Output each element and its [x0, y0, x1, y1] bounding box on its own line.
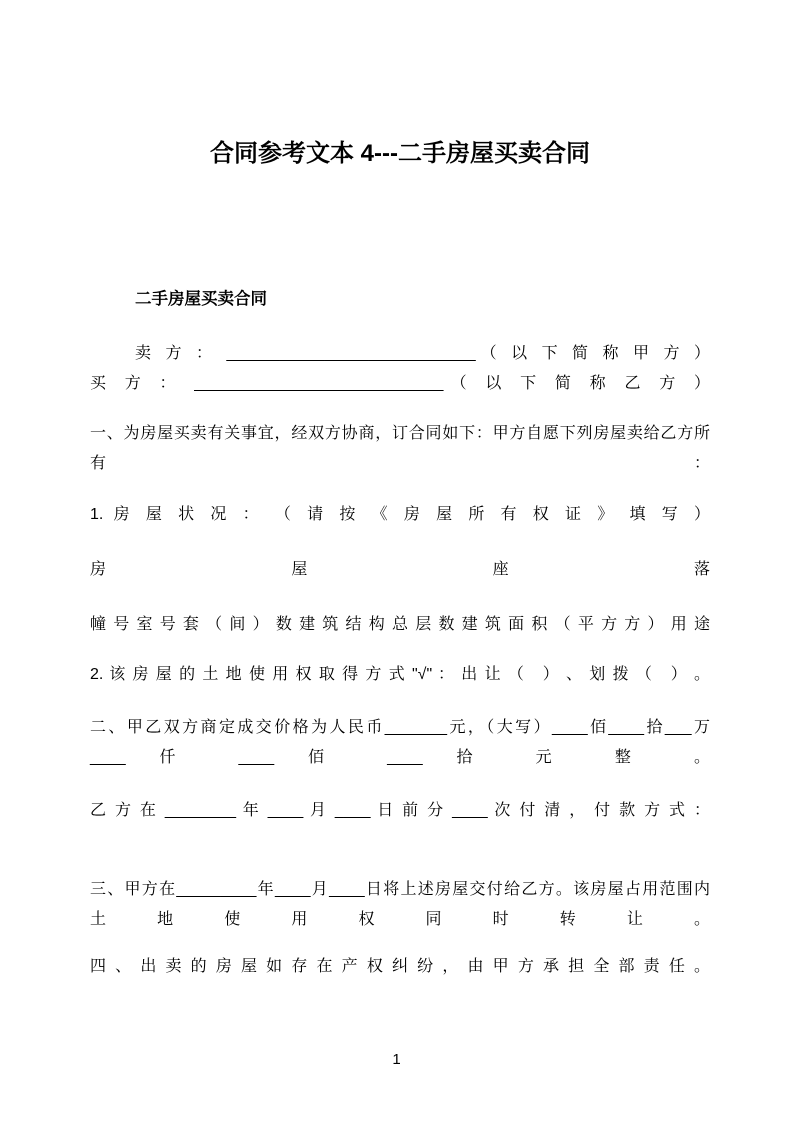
contract-heading: 二手房屋买卖合同	[135, 290, 267, 308]
document-title: 合同参考文本 4---二手房屋买卖合同	[210, 140, 590, 167]
clause-4-liability: 四 、 出 卖 的 房 屋 如 存 在 产 权 纠 纷 ， 由 甲 方 承 担 全 部 责 任 。	[90, 958, 710, 975]
clause-2-line-2-price-words: ____ 仟 ____ 佰 ____ 拾 元 整 。	[90, 749, 710, 766]
clause-1-item-1-house-status: 1. 房 屋 状 况 ： （ 请 按 《 房 屋 所 有 权 证 》 填 写 ）	[90, 506, 710, 523]
seller-line: 卖 方 ： ____________________________（ 以 下 简 称 甲 方 ）	[135, 345, 710, 362]
clause-1-item-2-land-use: 2. 该 房 屋 的 土 地 使 用 权 取 得 方 式 "√" ： 出 让 （ ） 、 划 拨 （ ） 。	[90, 666, 710, 683]
house-fields-row: 幢 号 室 号 套 （ 间 ） 数 建 筑 结 构 总 层 数 建 筑 面 积 （ 平 方 方 ） 用 途	[90, 616, 710, 633]
buyer-line: 买 方 ： ____________________________（ 以 下 简 称 乙 方 ）	[90, 375, 710, 392]
house-location-row: 房 屋 座 落	[90, 561, 710, 578]
clause-1-line-1: 一、为房屋买卖有关事宜，经双方协商，订合同如下：甲方自愿下列房屋卖给乙方所	[90, 425, 710, 442]
clause-3-line-2-land-transfer: 土 地 使 用 权 同 时 转 让 。	[90, 911, 710, 928]
page-number: 1	[392, 1051, 401, 1068]
clause-2-line-1-price: 二、甲乙双方商定成交价格为人民币_______元，（大写）____佰____拾___万	[90, 719, 710, 736]
clause-2-payment-line: 乙 方 在 ________ 年 ____ 月 ____ 日 前 分 ____ 次 付 清 ， 付 款 方 式 ：	[90, 802, 710, 819]
clause-3-line-1-delivery: 三、甲方在_________年____月____日将上述房屋交付给乙方。该房屋占用范围内	[90, 881, 710, 898]
clause-1-line-2: 有：	[90, 455, 710, 472]
